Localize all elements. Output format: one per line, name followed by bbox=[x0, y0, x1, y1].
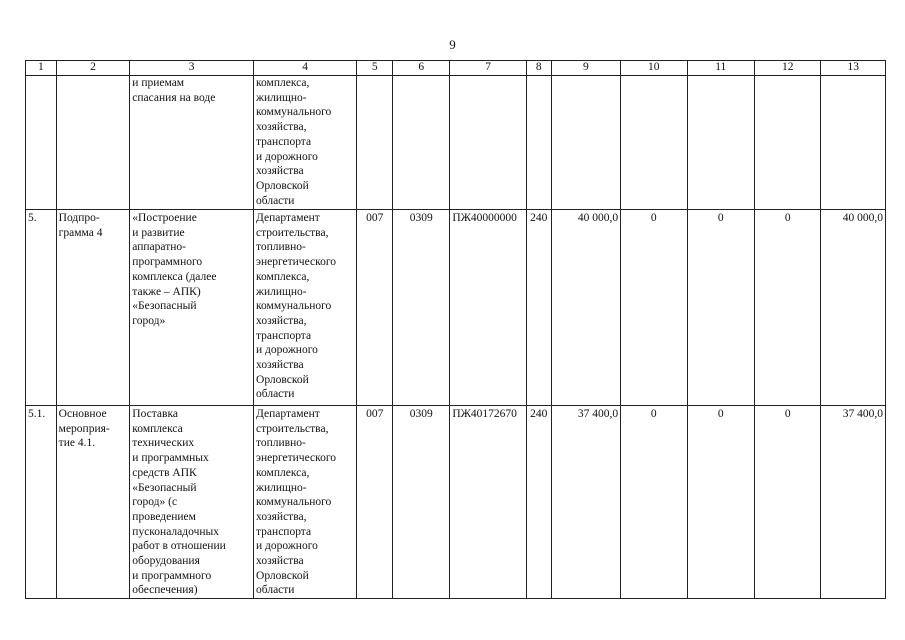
item-type-cell: Подпро- грамма 4 bbox=[56, 210, 130, 406]
item-name-cell: «Построение и развитие аппаратно- программного комплекса (далее также – АПК) «Безопасный город» bbox=[130, 210, 254, 406]
column-header: 13 bbox=[821, 61, 886, 76]
table-row-main-activity-4-1 bbox=[26, 406, 886, 599]
table-row-continuation bbox=[26, 76, 886, 210]
amount-total-cell: 37 400,0 bbox=[551, 406, 621, 599]
column-number-header-row bbox=[26, 61, 886, 76]
amount-cell bbox=[621, 76, 687, 210]
item-type-cell: Основное мероприя- тие 4.1. bbox=[56, 406, 130, 599]
column-header: 1 bbox=[26, 61, 57, 76]
amount-cell: 0 bbox=[621, 210, 687, 406]
target-item-code-cell bbox=[450, 76, 527, 210]
amount-cell bbox=[687, 76, 754, 210]
amount-cell bbox=[821, 76, 886, 210]
executor-cell: Департамент строительства, топливно- энергетического комплекса, жилищно- коммунального хозяйства, транспорта и дорожного хозяйства Орловской области bbox=[254, 210, 357, 406]
column-header: 2 bbox=[56, 61, 130, 76]
column-header: 9 bbox=[551, 61, 621, 76]
amount-cell: 37 400,0 bbox=[821, 406, 886, 599]
amount-cell: 0 bbox=[755, 406, 821, 599]
table-row-subprogram-4 bbox=[26, 210, 886, 406]
column-header: 10 bbox=[621, 61, 687, 76]
amount-total-cell: 40 000,0 bbox=[551, 210, 621, 406]
grbs-code-cell: 007 bbox=[357, 406, 393, 599]
column-header: 5 bbox=[357, 61, 393, 76]
grbs-code-cell bbox=[357, 76, 393, 210]
grbs-code-cell: 007 bbox=[357, 210, 393, 406]
item-name-cell: Поставка комплекса технических и программных средств АПК «Безопасный город» (с проведением пусконаладочных работ в отношении оборудования и программного обеспечения) bbox=[130, 406, 254, 599]
amount-cell: 0 bbox=[687, 406, 754, 599]
column-header: 12 bbox=[755, 61, 821, 76]
column-header: 3 bbox=[130, 61, 254, 76]
item-type-cell bbox=[56, 76, 130, 210]
column-header: 7 bbox=[450, 61, 527, 76]
amount-cell bbox=[755, 76, 821, 210]
executor-cell: Департамент строительства, топливно- энергетического комплекса, жилищно- коммунального хозяйства, транспорта и дорожного хозяйства Орловской области bbox=[254, 406, 357, 599]
page-number: 9 bbox=[449, 37, 456, 52]
amount-cell: 40 000,0 bbox=[821, 210, 886, 406]
section-code-cell: 0309 bbox=[393, 406, 450, 599]
amount-cell: 0 bbox=[687, 210, 754, 406]
amount-cell: 0 bbox=[755, 210, 821, 406]
column-header: 11 bbox=[687, 61, 754, 76]
amount-total-cell bbox=[551, 76, 621, 210]
row-number-cell bbox=[26, 76, 57, 210]
expense-type-cell: 240 bbox=[527, 210, 552, 406]
column-header: 4 bbox=[254, 61, 357, 76]
row-number-cell: 5.1. bbox=[26, 406, 57, 599]
expense-type-cell: 240 bbox=[527, 406, 552, 599]
amount-cell: 0 bbox=[621, 406, 687, 599]
section-code-cell: 0309 bbox=[393, 210, 450, 406]
target-item-code-cell: ПЖ40172670 bbox=[450, 406, 527, 599]
section-code-cell bbox=[393, 76, 450, 210]
item-name-cell: и приемам спасания на воде bbox=[130, 76, 254, 210]
program-table bbox=[25, 60, 886, 599]
column-header: 8 bbox=[527, 61, 552, 76]
row-number-cell: 5. bbox=[26, 210, 57, 406]
executor-cell: комплекса, жилищно- коммунального хозяйства, транспорта и дорожного хозяйства Орловской области bbox=[254, 76, 357, 210]
expense-type-cell bbox=[527, 76, 552, 210]
target-item-code-cell: ПЖ40000000 bbox=[450, 210, 527, 406]
column-header: 6 bbox=[393, 61, 450, 76]
